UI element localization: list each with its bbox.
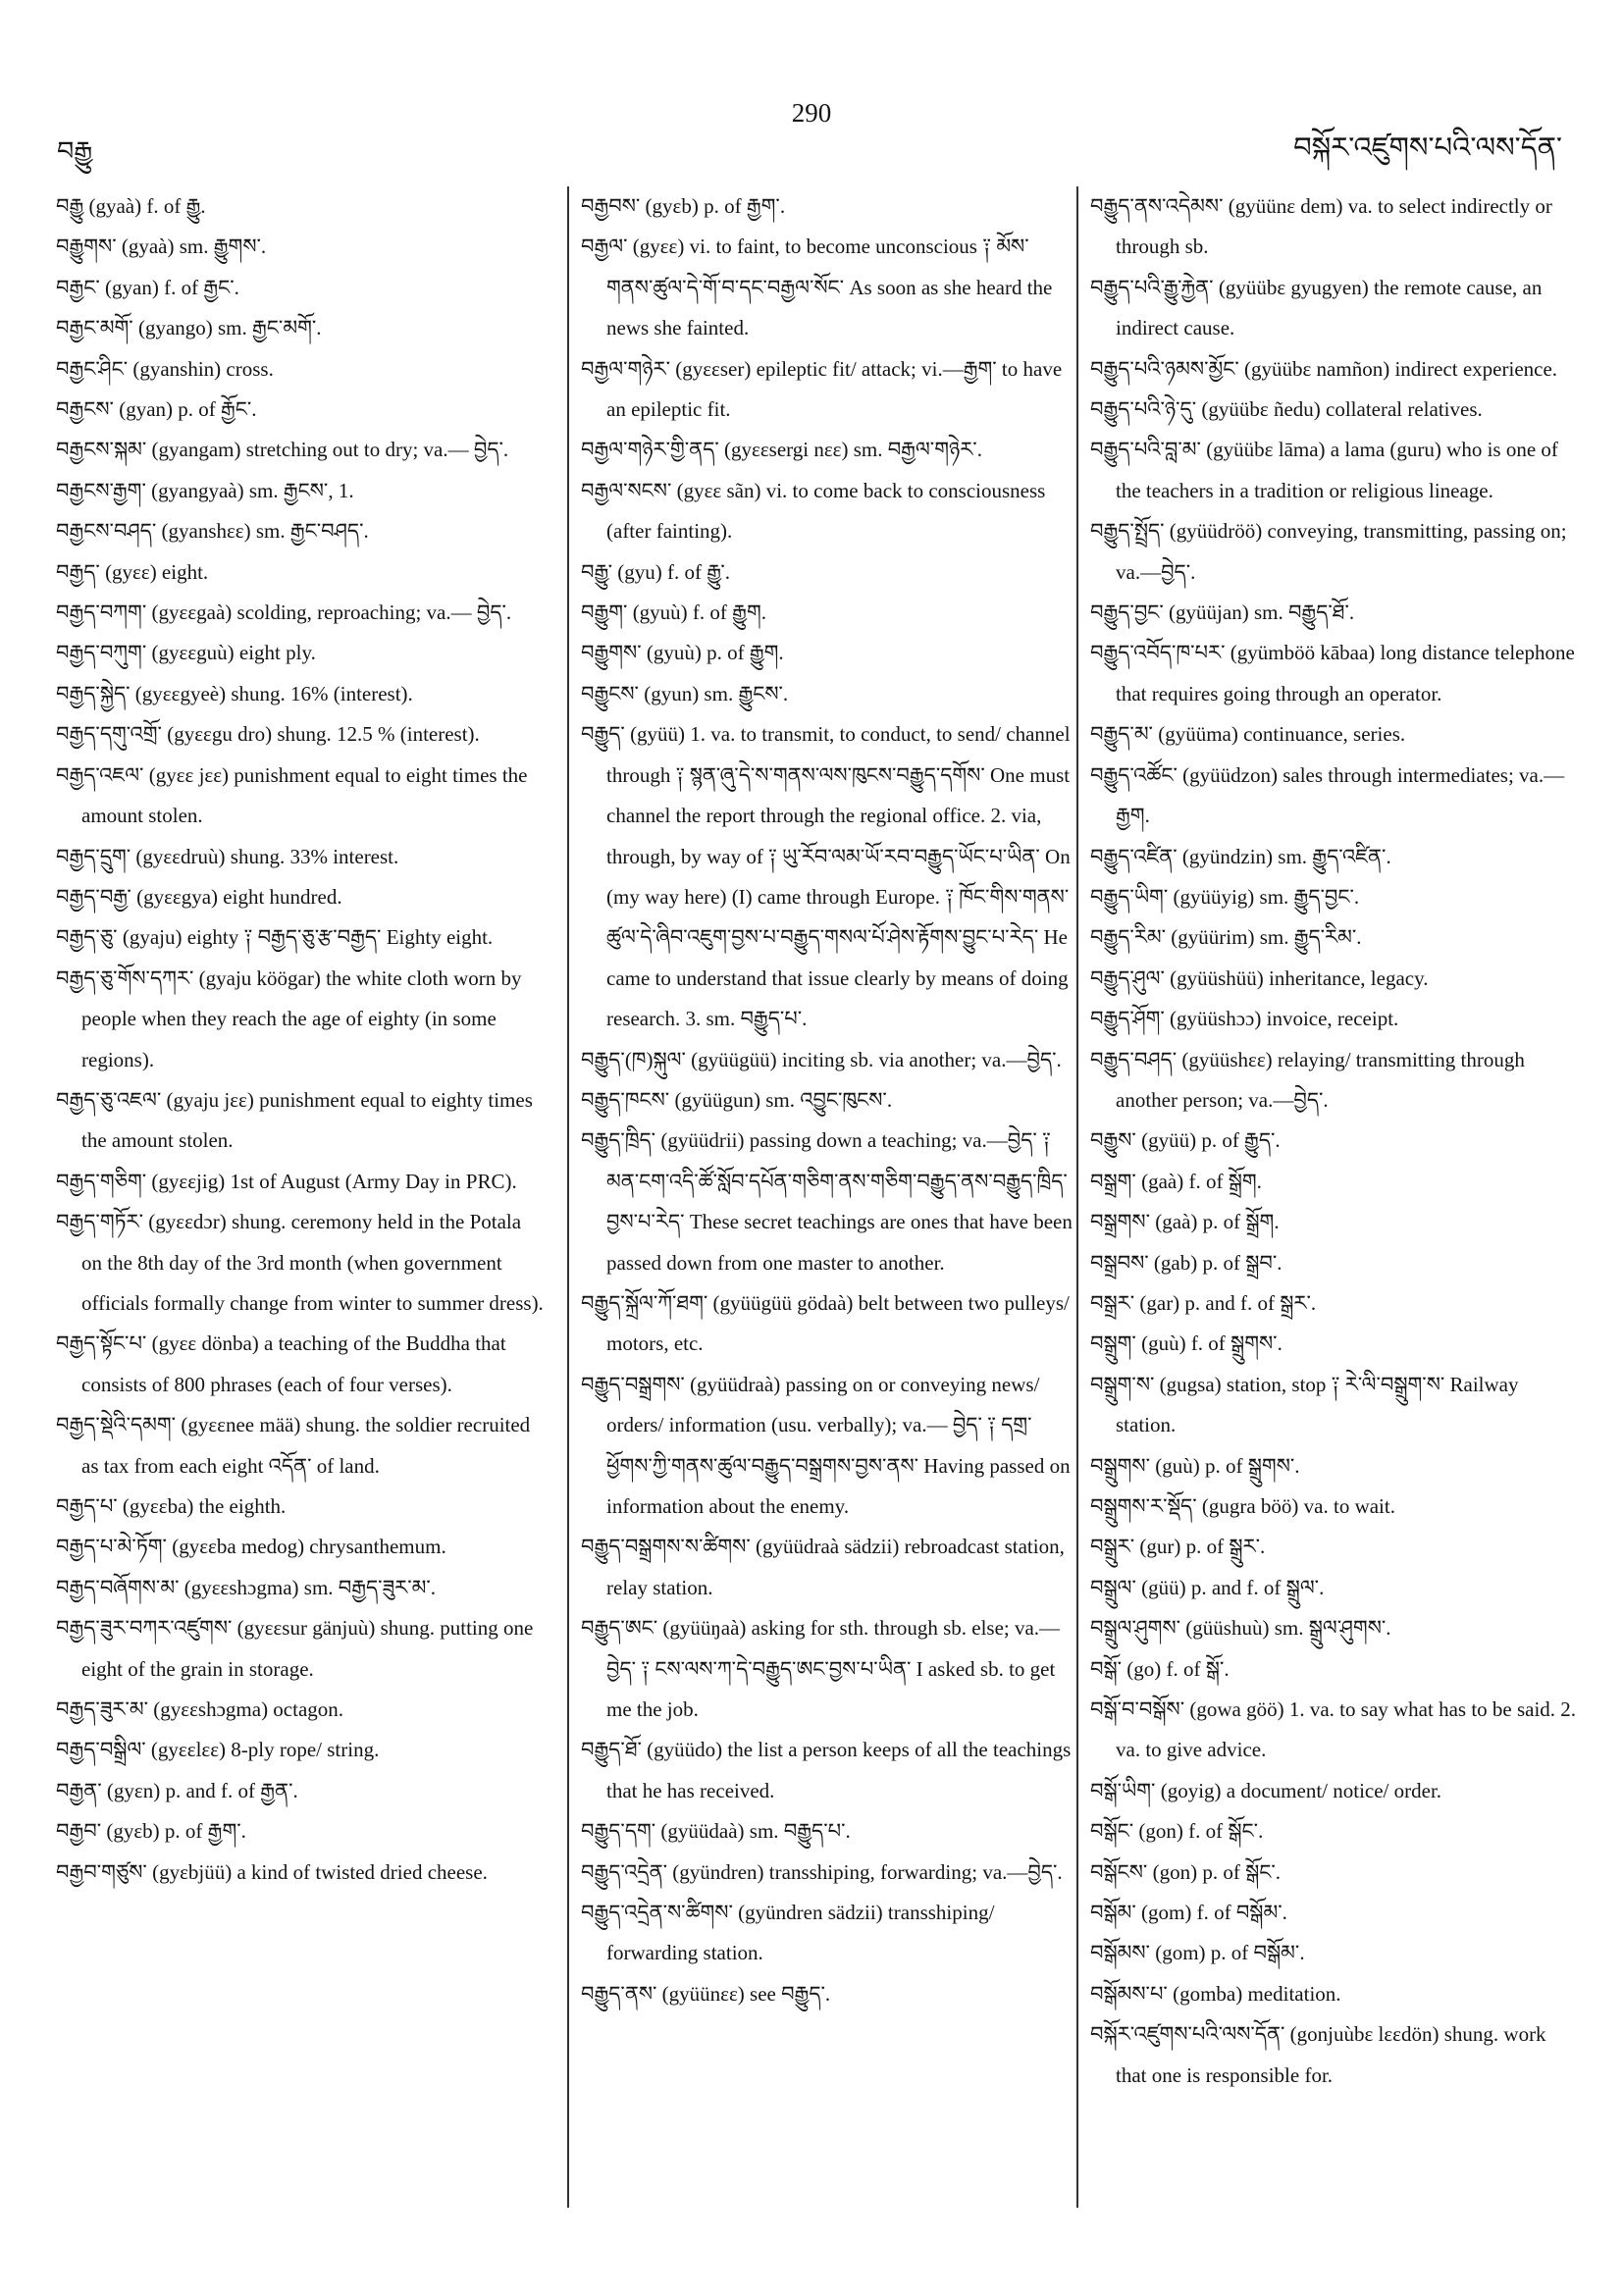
dictionary-entry: བརྒྱད་དགུ་འགྲོ་ (gyεεgu dro) shung. 12.5 % (interest). bbox=[56, 722, 480, 747]
dictionary-entry: བརྒྱུད་ཡིག་ (gyüüyig) sm. རྒྱུད་བྱང་. bbox=[1090, 884, 1360, 909]
dictionary-entry: བསྒོམ་ (gom) f. of བསྒོམ་. bbox=[1090, 1901, 1287, 1925]
dictionary-entry: བརྒྱུགས་ (gyaà) sm. རྒྱུགས་. bbox=[56, 235, 267, 259]
dictionary-entry: བརྒྱུད་རིམ་ (gyüürim) sm. རྒྱུད་རིམ་. bbox=[1090, 925, 1362, 950]
dictionary-entry: བརྒྱངས་རྒྱག་ (gyangyaà) sm. རྒྱངས་, 1. bbox=[56, 478, 354, 502]
dictionary-entry: བསྒོ་ཡིག་ (goyig) a document/ notice/ order. bbox=[1090, 1778, 1442, 1802]
dictionary-entry: བརྒྱད་ (gyεε) eight. bbox=[56, 559, 209, 584]
dictionary-entry: བརྒྱུད་པའི་བླ་མ་ (gyüübε lāma) a lama (guru) who is one of the teachers in a tradition or religious lineage. bbox=[1090, 438, 1558, 502]
dictionary-entry: བརྒྱད་བཀུག་ (gyεεguù) eight ply. bbox=[56, 641, 316, 665]
dictionary-entry: བརྒྱད་བཞོགས་མ་ (gyεεshɔgma) sm. བརྒྱད་ཟུར་མ་. bbox=[56, 1575, 437, 1599]
dictionary-entry: བསྒྲབས་ (gab) p. of སྒྲབ་. bbox=[1090, 1250, 1283, 1275]
dictionary-entry: བརྒྱུད་བསྒྲགས་ས་ཚིགས་ (gyüüdraà sädzii) rebroadcast station, relay station. bbox=[581, 1535, 1065, 1599]
dictionary-entry: བརྒྱུད་ཤུལ་ (gyüüshüü) inheritance, legacy. bbox=[1090, 965, 1429, 990]
dictionary-entry: བསྒྲུར་ (gur) p. of སྒྲུར་. bbox=[1090, 1535, 1266, 1559]
dictionary-entry: བརྒྱུད་སྤྲོད་ (gyüüdröö) conveying, transmitting, passing on; va.—བྱེད་. bbox=[1090, 519, 1567, 584]
dictionary-entry: བསྒྲུག་ (guù) f. of སྒྲུགས་. bbox=[1090, 1331, 1283, 1356]
dictionary-entry: བརྒྱུད་ཁངས་ (gyüügun) sm. འབྱུང་ཁུངས་. bbox=[581, 1087, 893, 1112]
dictionary-entry: བརྒྱལ་ (gyεε) vi. to faint, to become unconscious ༑ མོས་གནས་ཚུལ་དེ་གོ་བ་དང་བརྒྱལ་སོང་ As soon as she heard the news she fainted. bbox=[581, 235, 1053, 340]
dictionary-entry: བརྒྱུད་འབོད་ཁ་པར་ (gyümböö kābaa) long distance telephone that requires going through an operator. bbox=[1090, 641, 1575, 705]
dictionary-entry: བརྒྱུད་ (gyüü) 1. va. to transmit, to conduct, to send/ channel through ༑ སྙན་ཞུ་དེ་ས་གནས་ལས་ཁུངས་བརྒྱུད་དགོས་ One must channel the report through the regional office. 2. via, through, by way of ༑ ཡུ་རོབ་ལམ་ཡོ་རབ་བརྒྱུད་ཡོང་པ་ཡིན་ On (my way here) (I) came through Europe. ༑ ཁོང་གིས་གནས་ཚུལ་དེ་ཞིབ་འཇུག་བྱས་པ་བརྒྱུད་གསལ་པོ་ཤེས་རྟོགས་བྱུང་པ་རེད་ He came to understand that issue clearly by means of doing research. 3. sm. བརྒྱུད་པ་. bbox=[581, 722, 1071, 1031]
dictionary-entry: བརྒྱལ་སངས་ (gyεε sãn) vi. to come back to consciousness (after fainting). bbox=[581, 478, 1046, 544]
dictionary-entry: བསྒོམས་པ་ (gomba) meditation. bbox=[1090, 1981, 1341, 2006]
dictionary-entry: བརྒྱད་གཅིག་ (gyεεjig) 1st of August (Army Day in PRC). bbox=[56, 1169, 517, 1193]
dictionary-entry: བསྒོ་བ་བསྒོས་ (gowa göö) 1. va. to say what has to be said. 2. va. to give advice. bbox=[1090, 1697, 1577, 1762]
page-number: 290 bbox=[791, 98, 832, 128]
header-left-word: བརྒྱུ bbox=[57, 136, 93, 167]
dictionary-entry: བརྒྱུད་བསྒྲགས་ (gyüüdraà) passing on or conveying news/ orders/ information (usu. verbally); va.— བྱེད་ ༑ དགྲ་ཕྱོགས་ཀྱི་གནས་ཚུལ་བརྒྱུད་བསྒྲགས་བྱས་ནས་ Having passed on information about the enemy. bbox=[581, 1372, 1071, 1518]
dictionary-entry: བརྒྱད་པ་ (gyεεba) the eighth. bbox=[56, 1494, 287, 1518]
dictionary-entry: བརྒྱུད་(ཁ)སྐུལ་ (gyüügüü) inciting sb. via another; va.—བྱེད་. bbox=[581, 1047, 1062, 1071]
dictionary-entry: བསྒོང་ (gon) f. of སྒོང་. bbox=[1090, 1819, 1264, 1844]
dictionary-entry: བརྒྱུད་སྐྲོལ་ཀོ་ཐག་ (gyüügüü gödaà) belt between two pulleys/ motors, etc. bbox=[581, 1290, 1070, 1356]
dictionary-entry: བརྒྱན་ (gyεn) p. and f. of རྒྱན་. bbox=[56, 1778, 298, 1802]
dictionary-entry: བསྒོ་ (go) f. of སྒོ་. bbox=[1090, 1656, 1230, 1681]
dictionary-entry: བརྒྱུག་ (gyuù) f. of རྒྱུག. bbox=[581, 600, 766, 625]
dictionary-entry: བརྒྱུད་པའི་རྒྱུ་རྐྱེན་ (gyüübε gyugyen) the remote cause, an indirect cause. bbox=[1090, 275, 1543, 340]
dictionary-entry: བརྒྱུངས་ (gyun) sm. རྒྱུངས་. bbox=[581, 681, 789, 705]
dictionary-entry: བསྒོངས་ (gon) p. of སྒོང་. bbox=[1090, 1859, 1282, 1884]
dictionary-entry: བསྒྲག་ (gaà) f. of སྒྲོག. bbox=[1090, 1169, 1262, 1193]
dictionary-entry: བརྒྱལ་གཉེར་ (gyεεser) epileptic fit/ attack; vi.—རྒྱག་ to have an epileptic fit. bbox=[581, 356, 1063, 422]
dictionary-entry: བརྒྱད་གཏོར་ (gyεεdɔr) shung. ceremony held in the Potala on the 8th day of the 3rd month (when government officials formally change from winter to summer dress). bbox=[56, 1210, 544, 1315]
dictionary-entry: བརྒྱད་པ་མེ་ཏོག་ (gyεεba medog) chrysanthemum. bbox=[56, 1535, 446, 1559]
dictionary-entry: བརྒྱུད་འདྲེན་ (gyündren) transshiping, forwarding; va.—བྱེད་. bbox=[581, 1859, 1063, 1884]
dictionary-column-2 bbox=[567, 186, 1073, 2208]
dictionary-entry: བརྒྱད་ཅུ་གོས་དཀར་ (gyaju köögar) the white cloth worn by people when they reach the age of eighty (in some regions). bbox=[56, 965, 522, 1071]
dictionary-entry: བརྒྱབ་ (gyεb) p. of རྒྱག་. bbox=[56, 1819, 246, 1844]
dictionary-entry: བརྒྱངས་བཤད་ (gyanshεε) sm. རྒྱང་བཤད་. bbox=[56, 519, 369, 544]
dictionary-entry: བརྒྱུད་ནས་ (gyüünεε) see བརྒྱུད་. bbox=[581, 1981, 831, 2006]
dictionary-entry: བསྒྲགས་ (gaà) p. of སྒྲོག. bbox=[1090, 1210, 1280, 1234]
dictionary-entry: བརྒྱད་འཇལ་ (gyεε jεε) punishment equal to eight times the amount stolen. bbox=[56, 762, 528, 828]
dictionary-entry: བརྒྱུ་ (gyu) f. of རྒྱུ་. bbox=[581, 559, 731, 584]
dictionary-entry: བརྒྱུད་དག་ (gyüüdaà) sm. བརྒྱུད་པ་. bbox=[581, 1819, 851, 1844]
dictionary-entry: བརྒྱུད་འཛིན་ (gyündzin) sm. རྒྱུད་འཛིན་. bbox=[1090, 844, 1391, 868]
dictionary-entry: བརྒྱུད་མ་ (gyüüma) continuance, series. bbox=[1090, 722, 1406, 747]
dictionary-entry: བརྒྱལ་གཉེར་གྱི་ནད་ (gyεεsergi nεε) sm. བརྒྱལ་གཉེར་. bbox=[581, 438, 982, 462]
dictionary-entry: བརྒྱུད་བྱང་ (gyüüjan) sm. བརྒྱུད་ཐོ་. bbox=[1090, 600, 1355, 625]
dictionary-entry: བརྒྱུས་ (gyüü) p. of རྒྱུད་. bbox=[1090, 1128, 1281, 1153]
dictionary-entry: བརྒྱུགས་ (gyuù) p. of རྒྱུག. bbox=[581, 641, 784, 665]
dictionary-entry: བརྒྱངས་སྐམ་ (gyangam) stretching out to dry; va.— བྱེད་. bbox=[56, 438, 509, 462]
dictionary-entry: བརྒྱད་དྲུག་ (gyεεdruù) shung. 33% interest. bbox=[56, 844, 399, 868]
dictionary-entry: བརྒྱད་ཅུ་འཇལ་ (gyaju jεε) punishment equal to eighty times the amount stolen. bbox=[56, 1087, 533, 1153]
dictionary-entry: བསྒྲུག་ས་ (gugsa) station, stop ༑ རེ་ལི་བསྒྲུག་ས་ Railway station. bbox=[1090, 1372, 1519, 1437]
dictionary-entry: བརྒྱུད་པའི་ཉམས་མྱོང་ (gyüübε namñon) indirect experience. bbox=[1090, 356, 1558, 381]
dictionary-entry: བརྒྱུ (gyaà) f. of རྒྱུ. bbox=[56, 194, 206, 218]
dictionary-entry: བརྒྱུད་འཚོང་ (gyüüdzon) sales through intermediates; va.—རྒྱག. bbox=[1090, 762, 1565, 828]
header-right-word: བསྐོར་འཛུགས་པའི་ལས་དོན་ bbox=[1293, 130, 1562, 164]
dictionary-entry: བརྒྱངས་ (gyan) p. of རྒྱོང་. bbox=[56, 397, 257, 422]
dictionary-entry: བསྒྲུགས་ (guù) p. of སྒྲུགས་. bbox=[1090, 1453, 1300, 1478]
dictionary-entry: བརྒྱབས་ (gyεb) p. of རྒྱག་. bbox=[581, 194, 786, 218]
dictionary-entry: བརྒྱད་ཟུར་མ་ (gyεεshɔgma) octagon. bbox=[56, 1697, 344, 1722]
dictionary-entry: བསྒྲར་ (gar) p. and f. of སྒྲར་. bbox=[1090, 1290, 1317, 1315]
dictionary-entry: བརྒྱད་བརྒྱ་ (gyεεgya) eight hundred. bbox=[56, 884, 342, 909]
dictionary-entry: བརྒྱུད་ཐོ་ (gyüüdo) the list a person keeps of all the teachings that he has received. bbox=[581, 1738, 1072, 1802]
dictionary-entry: བརྒྱུད་ནས་འདེམས་ (gyüünε dem) va. to select indirectly or through sb. bbox=[1090, 194, 1552, 259]
dictionary-entry: བརྒྱུད་ཁྲིད་ (gyüüdrii) passing down a teaching; va.—བྱེད་ ༑ མན་ངག་འདི་ཚོ་སློབ་དཔོན་གཅིག་ནས་གཅིག་བརྒྱུད་ནས་བརྒྱུད་ཁྲིད་བྱས་པ་རེད་ These secret teachings are ones that have been passed down from one master to another. bbox=[581, 1128, 1073, 1275]
dictionary-entry: བསྒྲུལ་ཤུགས་ (güüshuù) sm. སྒྲུལ་ཤུགས་. bbox=[1090, 1616, 1391, 1641]
dictionary-entry: བརྒྱད་བཀག་ (gyεεgaà) scolding, reproaching; va.— བྱེད་. bbox=[56, 600, 512, 625]
dictionary-entry: བརྒྱུད་ཤོག་ (gyüüshɔɔ) invoice, receipt. bbox=[1090, 1007, 1399, 1031]
dictionary-column-1 bbox=[56, 186, 547, 1893]
dictionary-entry: བརྒྱུད་པའི་ཉེ་དུ་ (gyüübε ñedu) collateral relatives. bbox=[1090, 397, 1483, 422]
dictionary-entry: བརྒྱང་ (gyan) f. of རྒྱང་. bbox=[56, 275, 239, 299]
dictionary-entry: བརྒྱུད་བཤད་ (gyüüshεε) relaying/ transmitting through another person; va.—བྱེད་. bbox=[1090, 1047, 1525, 1112]
dictionary-entry: བརྒྱད་བསྒྲིལ་ (gyεεlεε) 8-ply rope/ string. bbox=[56, 1738, 380, 1762]
dictionary-entry: བརྒྱུད་ཨང་ (gyüüŋaà) asking for sth. through sb. else; va.—བྱེད་ ༑ ངས་ལས་ཀ་དེ་བརྒྱུད་ཨང་བྱས་པ་ཡིན་ I asked sb. to get me the job. bbox=[581, 1616, 1061, 1722]
dictionary-entry: བརྒྱབ་གཙུས་ (gyεbjüü) a kind of twisted dried cheese. bbox=[56, 1859, 488, 1884]
dictionary-entry: བསྒྲུལ་ (güü) p. and f. of སྒྲུལ་. bbox=[1090, 1575, 1325, 1599]
dictionary-entry: བརྒྱད་སྡེའི་དམག་ (gyεεnee mää) shung. the soldier recruited as tax from each eight འདོན་ of land. bbox=[56, 1413, 531, 1478]
dictionary-entry: བསྒོམས་ (gom) p. of བསྒོམ་. bbox=[1090, 1941, 1305, 1965]
dictionary-entry: བརྒྱད་སྐྱེད་ (gyεεgyeè) shung. 16% (interest). bbox=[56, 681, 413, 705]
dictionary-entry: བརྒྱང་ཤིང་ (gyanshin) cross. bbox=[56, 356, 274, 381]
dictionary-entry: བསྐོར་འཛུགས་པའི་ལས་དོན་ (gonjuùbε lεεdön) shung. work that one is responsible for. bbox=[1090, 2022, 1546, 2087]
dictionary-entry: བརྒྱད་སྟོང་པ་ (gyεε dönba) a teaching of the Buddha that consists of 800 phrases (each of four verses). bbox=[56, 1331, 506, 1396]
dictionary-entry: བསྒྲུགས་ར་སྡོད་ (gugra böö) va. to wait. bbox=[1090, 1494, 1395, 1518]
dictionary-entry: བརྒྱད་ཟུར་བཀར་འཛུགས་ (gyεεsur gänjuù) shung. putting one eight of the grain in storage. bbox=[56, 1616, 534, 1681]
dictionary-column-3 bbox=[1076, 186, 1581, 2208]
dictionary-entry: བརྒྱད་ཅུ་ (gyaju) eighty ༑ བརྒྱད་ཅུ་རྩ་བརྒྱད་ Eighty eight. bbox=[56, 925, 494, 950]
dictionary-entry: བརྒྱུད་འདྲེན་ས་ཚིགས་ (gyündren sädzii) transshiping/ forwarding station. bbox=[581, 1901, 995, 1965]
dictionary-entry: བརྒྱང་མགོ་ (gyango) sm. རྒྱང་མགོ་. bbox=[56, 316, 322, 340]
